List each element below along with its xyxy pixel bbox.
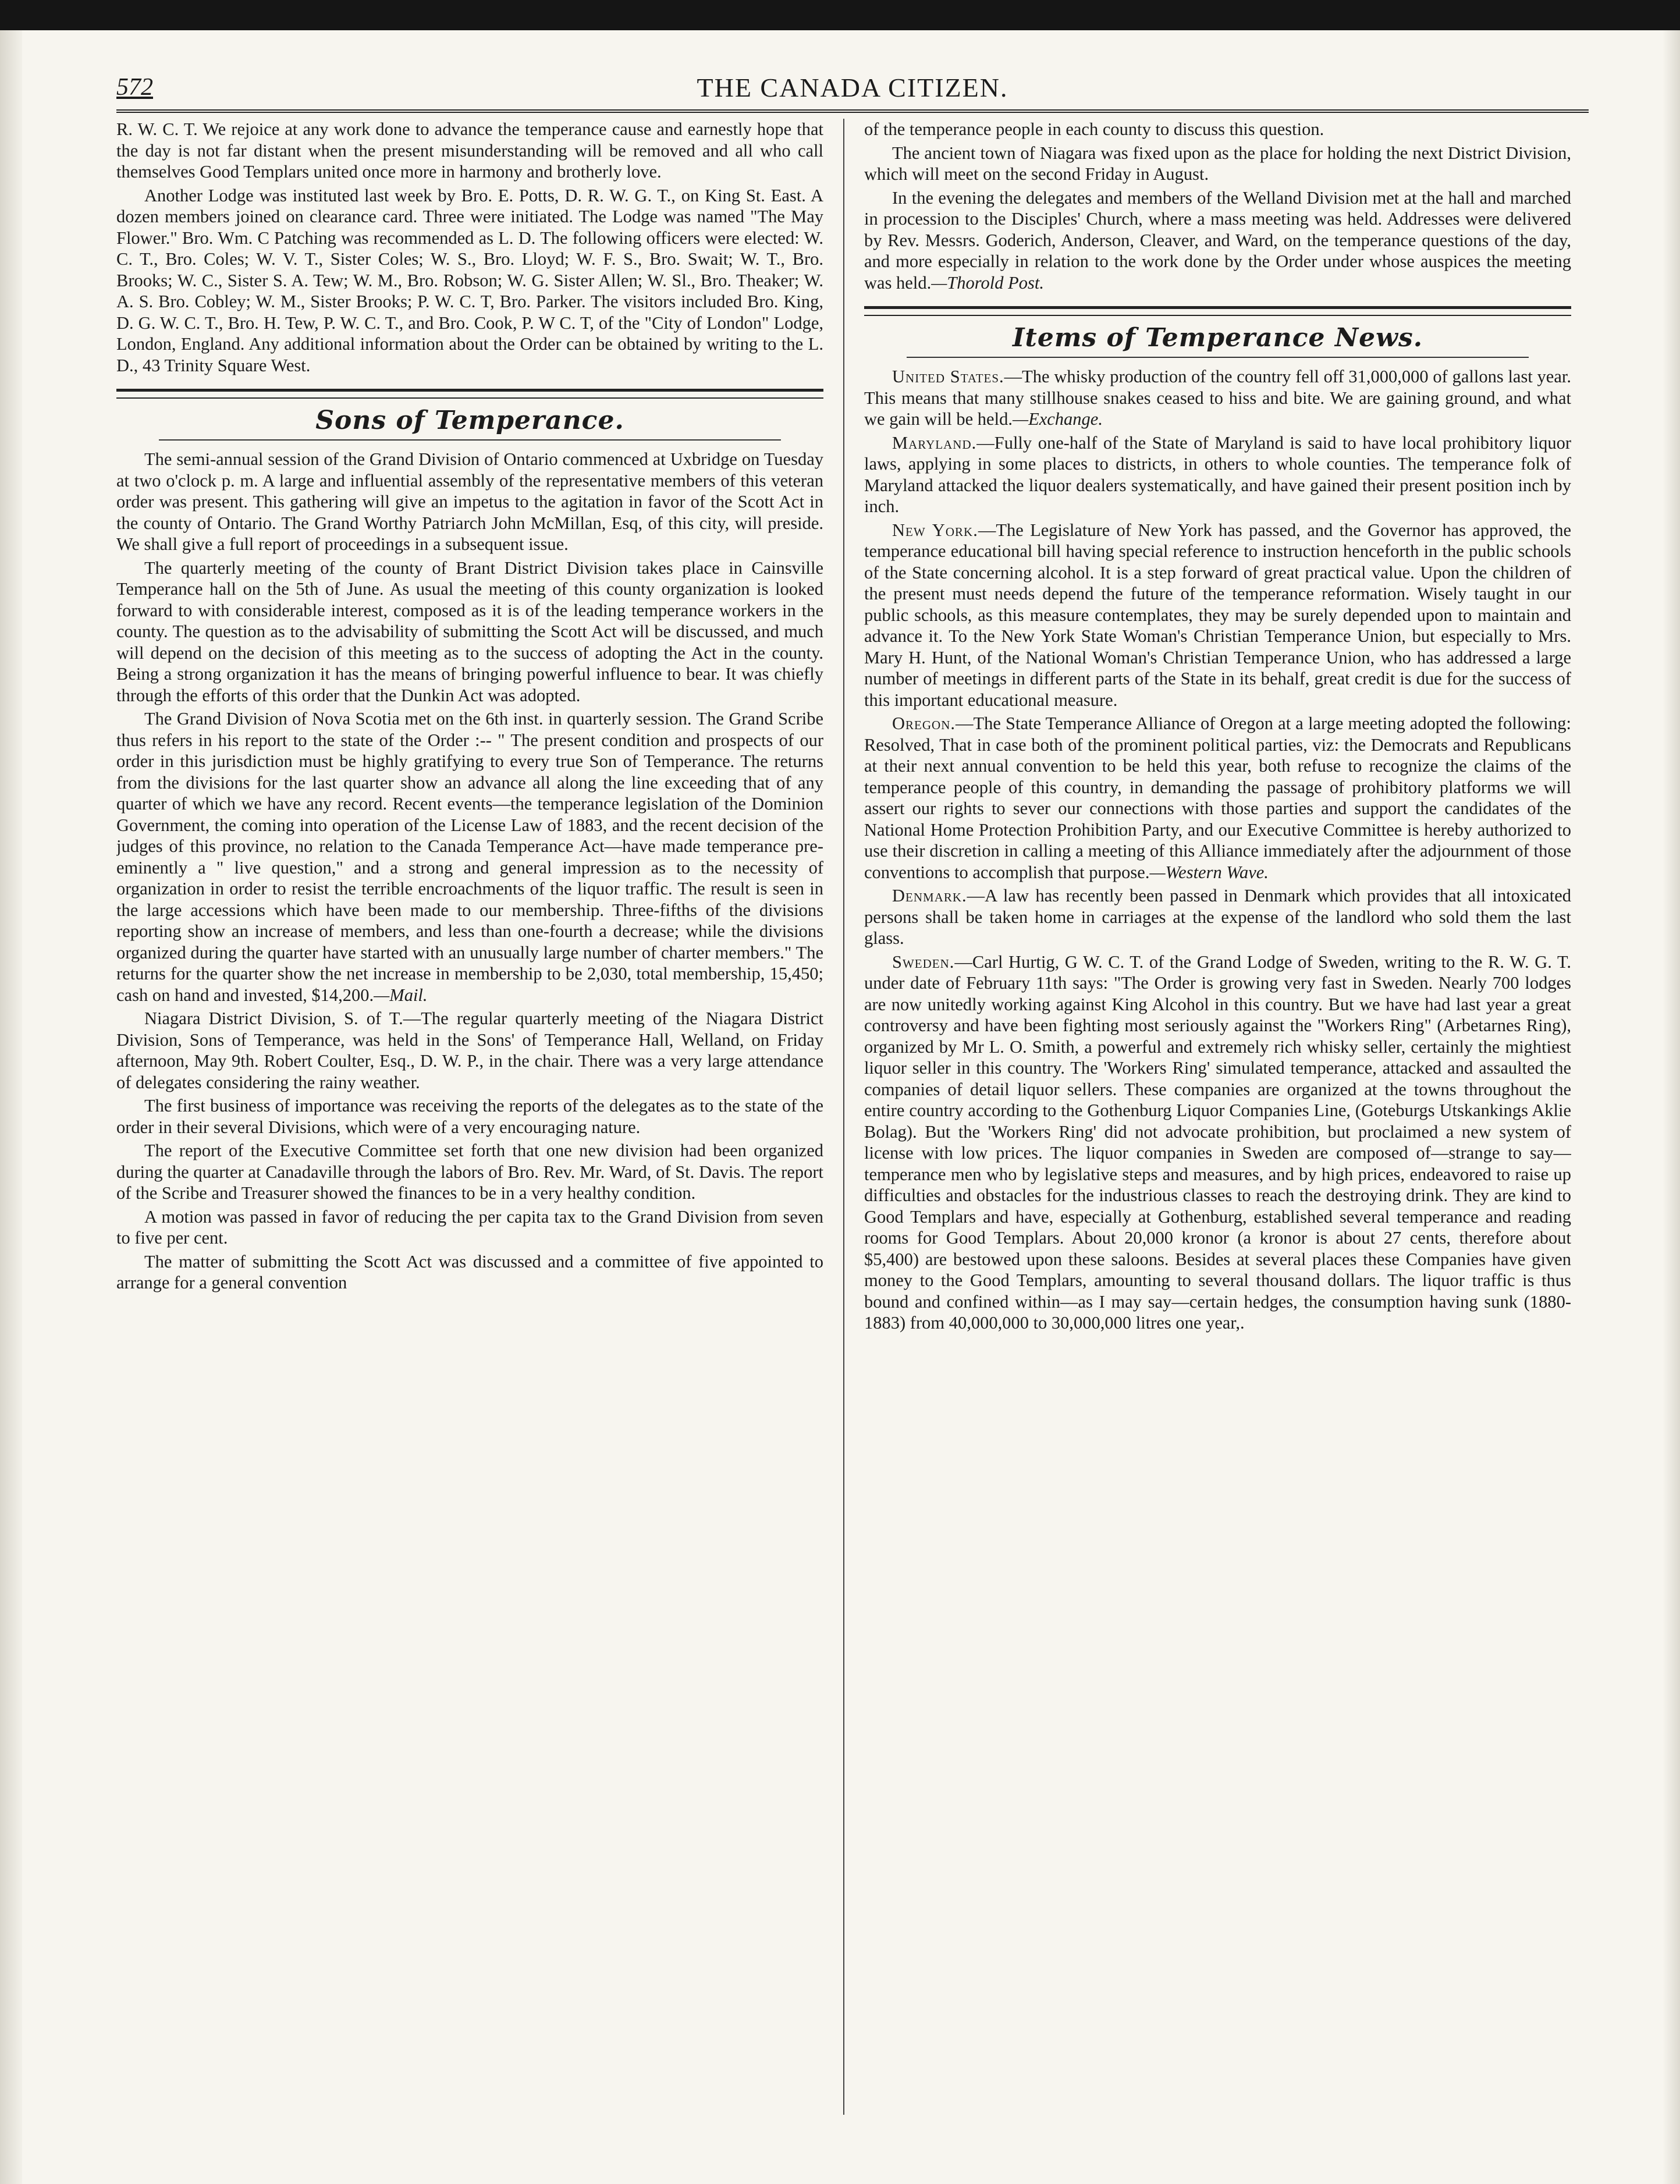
- news-item-lead: Maryland.: [892, 432, 977, 453]
- scan-top-border: [0, 0, 1680, 30]
- heading-underline: [159, 439, 781, 441]
- news-item: [864, 951, 1571, 1334]
- source-credit: —Thorold Post.: [931, 272, 1044, 293]
- scan-left-margin: [0, 30, 22, 2184]
- section-divider: [116, 389, 823, 399]
- paragraph: Niagara District Division, S. of T.—The regular quarterly meeting of the Niagara District Division, Sons of Temperance, was held in the Sons' of Temperance Hall, Welland, on Friday afternoon, May 9th. Robert Coulter, Esq., D. W. P., in the chair. There was a very large attendance of delegates considering the rainy weather.: [116, 1008, 823, 1092]
- right-column: [864, 119, 1571, 2132]
- paragraph: The matter of submitting the Scott Act was discussed and a committee of five appointed to arrange for a general convention: [116, 1251, 823, 1292]
- news-item-text: —The Legislature of New York has passed, and the Governor has approved, the temperance educational bill having special reference to instruction henceforth in the public schools of the State concerning alcohol. It is a step forward of great practical value. Upon the children of the present must needs depend the future of the temperance reformation. Wisely taught in our public schools, as this measure contemplates, they may be surely depended upon to maintain and advance it. To the New York State Woman's Christian Temperance Union, but especially to Mrs. Mary H. Hunt, of the National Woman's Christian Temperance Union, who has addressed a large number of meetings in different parts of the State in its behalf, great credit is due for the success of this important educational measure.: [864, 520, 1571, 710]
- source-credit: —Exchange.: [1012, 409, 1103, 429]
- section-divider: [864, 306, 1571, 316]
- left-column: [116, 119, 823, 2132]
- news-item-lead: United States.: [892, 367, 1004, 386]
- heading-underline: [907, 357, 1529, 358]
- news-item-text: —Carl Hurtig, G W. C. T. of the Grand Lodge of Sweden, writing to the R. W. G. T. under date of February 11th says: "The Order is growing very fast in Sweden. Nearly 700 lodges are now unitedly working against King Alcohol in this country. But we have had last year a great controversy and have been fighting most seriously against the "Workers Ring" (Arbetarnes Ring), organized by Mr L. O. Smith, a powerful and extremely rich whisky seller, certainly the mightiest liquor seller in this country. The 'Workers Ring' simulated temperance, attacked and assaulted the companies of detail liquor sellers. These companies are organized at the towns throughout the entire country according to the Gothenburg Liquor Companies Line, (Goteburgs Utskankings Aklie Bolag). But the 'Workers Ring' did not advocate prohibition, but proclaimed a new system of license with low prices. The liquor companies in Sweden are composed of—strange to say—temperance men who by legislative steps and measures, and by high prices, endeavored to raise up difficulties and obstacles for the industrious classes to reach the destroying drink. They are kind to Good Templars and have, especially at Gothenburg, established several temperance and reading rooms for Good Templars. About 20,000 kronor (a kronor is about 27 cents, therefore about $5,400) are bestowed upon these saloons. Besides at several places these Companies have given money to the Good Templars, amounting to several thousand dollars. The liquor traffic is thus bound and confined within—as I may say—certain hedges, the consumption having sunk (1880-1883) from 40,000,000 to 30,000,000 litres one year,.: [864, 951, 1571, 1333]
- paragraph: The report of the Executive Committee set forth that one new division had been organized during the quarter at Canadaville through the labors of Bro. Rev. Mr. Ward, of St. Davis. The report of the Scribe and Treasurer showed the finances to be in a very healthy condition.: [116, 1141, 823, 1203]
- news-item-text: —The whisky production of the country fell off 31,000,000 of gallons last year. This means that many stillhouse snakes ceased to hiss and bite. We are gaining ground, and what we gain will be held.: [864, 367, 1571, 429]
- paragraph: R. W. C. T. We rejoice at any work done to advance the temperance cause and earnestly hope that the day is not far distant when the present misunderstanding will be removed and all who call themselves Good Templars united once more in harmony and brotherly love.: [116, 119, 823, 182]
- news-item: [864, 713, 1571, 883]
- column-divider: [843, 119, 844, 2115]
- news-item: [864, 885, 1571, 949]
- news-item-text: —The State Temperance Alliance of Oregon at a large meeting adopted the following: Resolved, That in case both of the prominent political parties, viz: the Democrats and Republicans at their next annual convention to be held this year, both refuse to recognize the claims of the temperance people of this country, in demanding the passage of prohibitory platforms we will assert our rights to sever our connections with those parties and support the candidates of the National Home Protection Prohibition Party, and our Executive Committee is hereby authorized to use their discretion in calling a meeting of this Alliance immediately after the adjournment of those conventions to accomplish that purpose.: [864, 713, 1571, 882]
- page-header: [116, 69, 1589, 113]
- paragraph: of the temperance people in each county to discuss this question.: [864, 119, 1324, 139]
- paragraph: A motion was passed in favor of reducing the per capita tax to the Grand Division from seven to five per cent.: [116, 1206, 823, 1248]
- paragraph: [116, 708, 823, 1006]
- paragraph: Another Lodge was instituted last week by Bro. E. Potts, D. R. W. G. T., on King St. East. A dozen members joined on clearance card. Three were initiated. The Lodge was named "The May Flower." Bro. Wm. C Patching was recommended as L. D. The following officers were elected: W. C. T., Bro. Coles; W. V. T., Sister Coles; W. S., Bro. Lloyd; W. F. S., Bro. Swait; W. T., Bro. Brooks; W. C., Sister S. A. Tew; W. M., Bro. Robson; W. G. Sister Allen; W. Sl., Bro. Theaker; W. A. S. Bro. Cobley; W. M., Sister Brooks; P. W. C. T, Bro. Parker. The visitors included Bro. King, D. G. W. C. T., Bro. H. Tew, P. W. C. T., and Bro. Cook, P. W C. T, of the "City of London" Lodge, London, England. Any additional information about the Order can be obtained by writing to the L. D., 43 Trinity Square West.: [116, 185, 823, 375]
- news-item-lead: Denmark.: [892, 886, 967, 905]
- news-item: [864, 520, 1571, 711]
- news-item-lead: Sweden.: [892, 951, 955, 972]
- paragraph: The ancient town of Niagara was fixed upon as the place for holding the next District Division, which will meet on the second Friday in August.: [864, 143, 1571, 184]
- section-heading-temperance-news: Items of Temperance News.: [1012, 323, 1423, 353]
- paragraph: The quarterly meeting of the county of Brant District Division takes place in Cainsville Temperance hall on the 5th of June. As usual the meeting of this county organization is looked forward to with considerable interest, composed as it is of the leading temperance workers in the county. The question as to the advisability of submitting the Scott Act will be discussed, and much will depend on the decision of this meeting as to the success of adopting the Act in the county. Being a strong organization it has the means of bringing powerful influence to bear. It was chiefly through the efforts of this order that the Dunkin Act was adopted.: [116, 557, 823, 705]
- paragraph-text: In the evening the delegates and members of the Welland Division met at the hall and marched in procession to the Disciples' Church, where a mass meeting was held. Addresses were delivered by Rev. Messrs. Goderich, Anderson, Cleaver, and Ward, on the temperance questions of the day, and more especially in relation to the work done by the Order under whose auspices the meeting was held.: [864, 187, 1571, 293]
- source-credit: —Western Wave.: [1149, 862, 1269, 882]
- paragraph: The semi-annual session of the Grand Division of Ontario commenced at Uxbridge on Tuesday at two o'clock p. m. A large and influential assembly of the representative members of this veteran order was present. This gathering will give an impetus to the agitation in favor of the Scott Act in the county of Ontario. The Grand Worthy Patriarch John McMillan, Esq, of this city, will preside. We shall give a full report of proceedings in a subsequent issue.: [116, 449, 823, 554]
- paragraph: [864, 187, 1571, 294]
- paragraph: The first business of importance was receiving the reports of the delegates as to the state of the order in their several Divisions, which were of a very encouraging nature.: [116, 1096, 823, 1137]
- source-credit: —Mail.: [374, 985, 428, 1005]
- news-item-lead: New York.: [892, 520, 978, 540]
- article-columns: [116, 119, 1589, 2132]
- scan-right-margin: [1663, 30, 1680, 2184]
- paragraph-text: The Grand Division of Nova Scotia met on the 6th inst. in quarterly session. The Grand Scribe thus refers in his report to the state of the Order :-- " The present condition and prospects of our order in this jurisdiction must be highly gratifying to every true Son of Temperance. The returns from the divisions for the last quarter show an advance all along the line exceeding that of any quarter of which we have any record. Recent events—the temperance legislation of the Dominion Government, the coming into operation of the License Law of 1883, and the recent decision of the judges of this province, no relation to the Canada Temperance Act—have made temperance pre-eminently a " live question," and a strong and general impression as to the necessity of organization in order to resist the terrible encroachments of the liquor traffic. The result is seen in the large accessions which have been made to our membership. Three-fifths of the divisions reporting show an increase of members, and less than one-fourth a decrease; while the divisions organized during the quarter have started with an unusually large number of charter members." The returns for the quarter show the net increase in membership to be 2,030, total membership, 15,450; cash on hand and invested, $14,200.: [116, 709, 823, 1005]
- news-item-text: —A law has recently been passed in Denmark which provides that all intoxicated persons shall be taken home in carriages at the expense of the landlord who sold them the last glass.: [864, 886, 1571, 948]
- page-number: 572: [116, 74, 153, 101]
- publication-title: THE CANADA CITIZEN.: [697, 73, 1008, 102]
- news-item: [864, 366, 1571, 430]
- section-heading-sons-of-temperance: Sons of Temperance.: [315, 406, 624, 435]
- newspaper-page: [116, 69, 1589, 2140]
- news-item-lead: Oregon.: [892, 713, 956, 733]
- news-item-text: —Fully one-half of the State of Maryland is said to have local prohibitory liquor laws, applying in some places to districts, in others to whole counties. The temperance folk of Maryland attacked the liquor dealers systematically, and have gained their present position inch by inch.: [864, 432, 1571, 516]
- news-item: [864, 432, 1571, 517]
